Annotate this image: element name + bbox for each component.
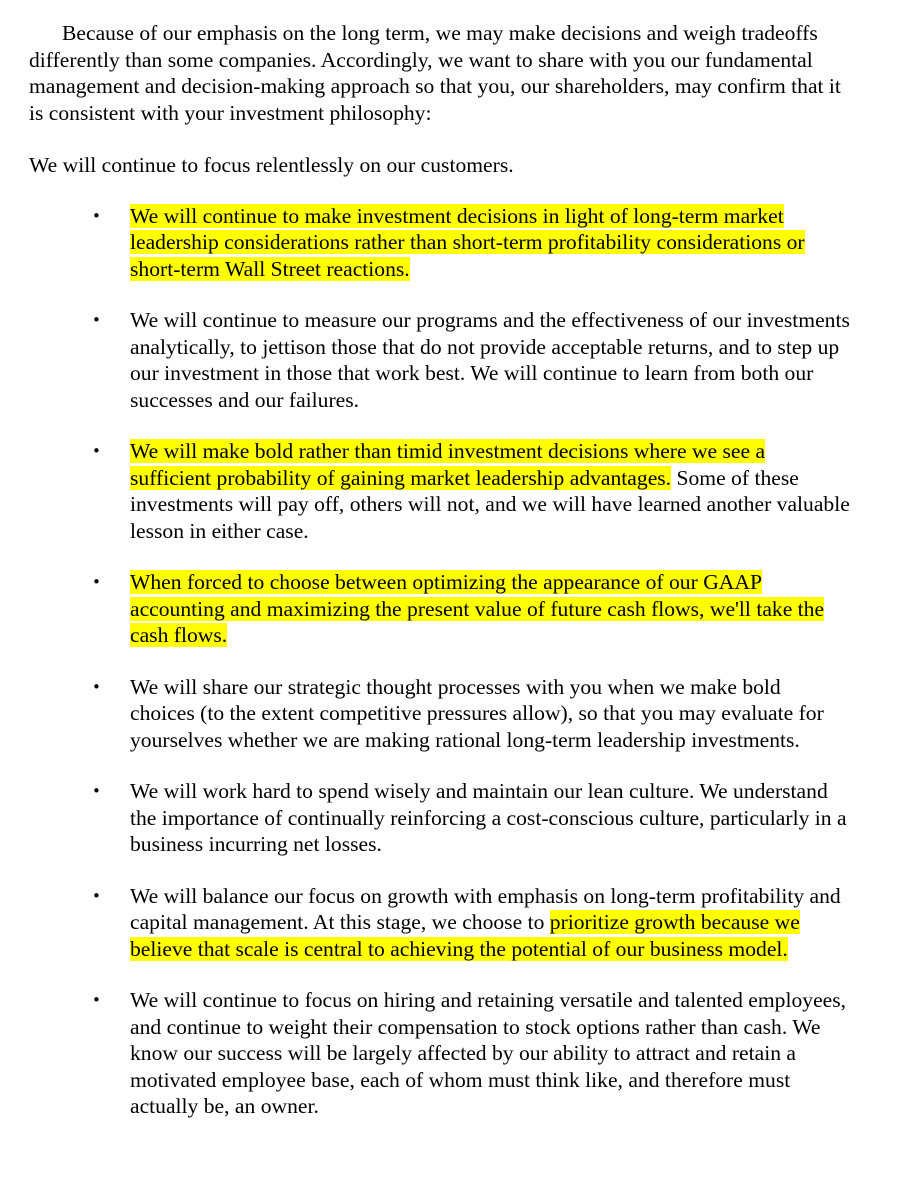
customer-focus-statement: We will continue to focus relentlessly on our customers. xyxy=(29,153,514,177)
principles-list xyxy=(29,203,889,1120)
bullet-icon: • xyxy=(92,573,101,591)
item-text: We will work hard to spend wisely and maintain our lean culture. We understand the importance of continually reinforcing a cost-conscious culture, particularly in a business incurring net losses. xyxy=(130,779,847,856)
bullet-icon: • xyxy=(92,991,101,1009)
item-text: We will continue to focus on hiring and retaining versatile and talented employees, and continue to weight their compensation to stock options rather than cash. We know our success will be largely affected by our ability to attract and retain a motivated employee base, each of whom must think like, and therefore must actually be, an owner. xyxy=(130,988,847,1118)
bullet-icon: • xyxy=(92,206,101,225)
bullet-icon: • xyxy=(92,782,101,800)
highlighted-text: We will continue to make investment decisions in light of long-term market leadership considerations rather than short-term profitability considerations or short-term Wall Street reactions. xyxy=(130,203,805,281)
bullet-icon: • xyxy=(92,442,101,460)
list-item xyxy=(29,307,850,413)
list-item xyxy=(29,569,850,649)
list-item xyxy=(29,674,850,754)
bullet-icon: • xyxy=(92,311,101,329)
bullet-icon: • xyxy=(92,886,101,905)
highlighted-text: prioritize growth because we believe that scale is central to achieving the potential of our business model. xyxy=(130,910,800,961)
item-text: We will continue to measure our programs and the effectiveness of our investments analytically, to jettison those that do not provide acceptable returns, and to step up our investment in those that work best. We will continue to learn from both our successes and our failures. xyxy=(130,308,850,412)
item-text: We will balance our focus on growth with emphasis on long-term profitability and capital management. At this stage, we choose to xyxy=(130,883,841,934)
letter-page xyxy=(29,20,889,1145)
list-item xyxy=(29,778,850,858)
list-item xyxy=(29,203,850,283)
list-item xyxy=(29,987,850,1120)
highlighted-text: We will make bold rather than timid investment decisions where we see a sufficient probability of gaining market leadership advantages. xyxy=(130,439,766,490)
list-item xyxy=(29,883,850,963)
item-text: We will share our strategic thought processes with you when we make bold choices (to the extent competitive pressures allow), so that you may evaluate for yourselves whether we are making rational long-term leadership investments. xyxy=(130,674,824,752)
highlighted-text: When forced to choose between optimizing the appearance of our GAAP accounting and maximizing the present value of future cash flows, we'll take the cash flows. xyxy=(130,570,825,647)
intro-paragraph: Because of our emphasis on the long term, we may make decisions and weigh tradeoffs differently than some companies. Accordingly, we want to share with you our fundamental management and decision-making approach so that you, our shareholders, may confirm that it is consistent with your investment philosophy: xyxy=(29,21,841,125)
item-text: Some of these investments will pay off, others will not, and we will have learned another valuable lesson in either case. xyxy=(130,465,850,543)
bullet-icon: • xyxy=(92,677,101,696)
list-item xyxy=(29,438,850,544)
